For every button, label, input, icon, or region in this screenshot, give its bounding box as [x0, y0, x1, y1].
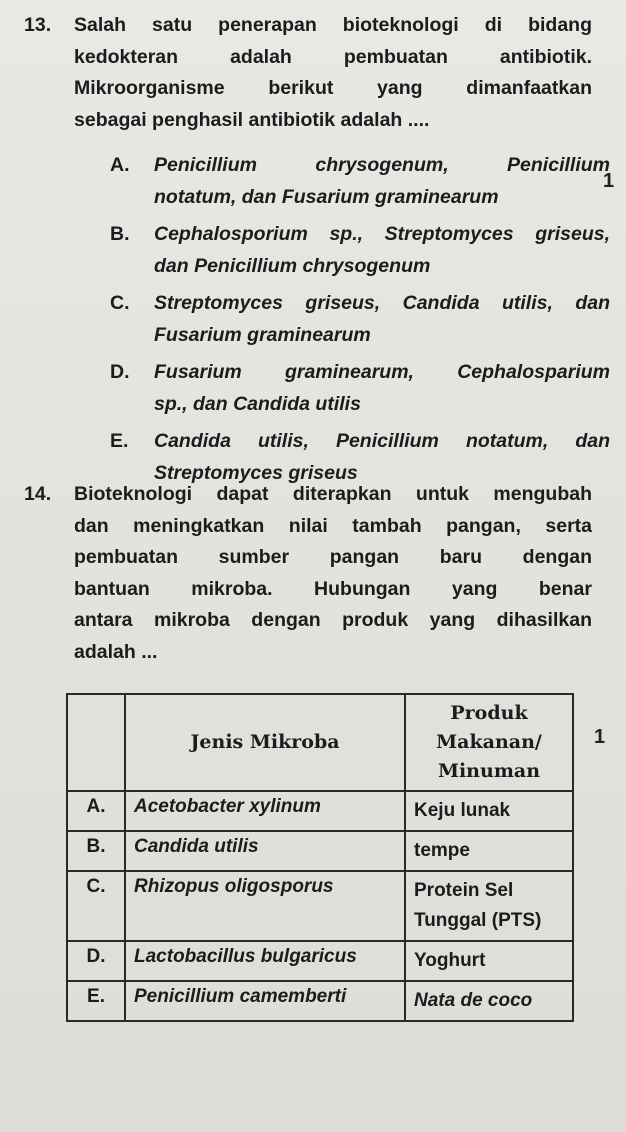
- stem-line: Mikroorganisme berikut yang dimanfaatkan: [74, 77, 592, 99]
- row-mikroba: Rhizopus oligosporus: [125, 871, 405, 941]
- produk-line: tempe: [414, 840, 470, 861]
- answer-table: [66, 693, 574, 1022]
- question-13: [24, 10, 610, 484]
- option-text: [154, 150, 610, 213]
- header-line: Produk: [450, 702, 528, 724]
- question-stem: [74, 10, 592, 136]
- question-stem: [74, 479, 592, 668]
- row-mikroba: Penicillium camemberti: [125, 981, 405, 1021]
- row-produk: [405, 941, 573, 981]
- row-letter: B.: [67, 831, 125, 871]
- option-text: [154, 357, 610, 420]
- option-line: Cephalosporium sp., Streptomyces griseus,: [154, 223, 610, 245]
- option-line: dan Penicillium chrysogenum: [154, 254, 431, 277]
- option-letter: B.: [110, 223, 130, 245]
- row-letter: A.: [67, 791, 125, 831]
- question-14: [24, 479, 592, 668]
- table-row[interactable]: [67, 791, 573, 831]
- produk-line: Yoghurt: [414, 950, 486, 971]
- table-row[interactable]: [67, 941, 573, 981]
- header-produk: [405, 694, 573, 791]
- stem-line: antara mikroba dengan produk yang dihasilkan: [74, 609, 592, 631]
- stem-line: dan meningkatkan nilai tambah pangan, serta: [74, 514, 592, 537]
- question-number: 13.: [24, 14, 52, 36]
- row-mikroba: Candida utilis: [125, 831, 405, 871]
- option-letter: A.: [110, 154, 130, 176]
- stem-line: sebagai penghasil antibiotik adalah ....: [74, 108, 430, 131]
- answer-options: [110, 150, 610, 495]
- stem-line: kedokteran adalah pembuatan antibiotik.: [74, 45, 592, 68]
- table-row[interactable]: [67, 981, 573, 1021]
- row-produk: [405, 791, 573, 831]
- margin-mark: 1: [594, 726, 606, 748]
- stem-line: bantuan mikroba. Hubungan yang benar: [74, 577, 592, 600]
- option-text: [154, 219, 610, 282]
- row-mikroba: Lactobacillus bulgaricus: [125, 941, 405, 981]
- row-mikroba: Acetobacter xylinum: [125, 791, 405, 831]
- option-line: Streptomyces griseus: [154, 461, 358, 484]
- option-letter: D.: [110, 361, 130, 383]
- row-letter: C.: [67, 871, 125, 941]
- option-b[interactable]: [110, 219, 610, 282]
- produk-line: Protein Sel: [414, 880, 514, 901]
- option-c[interactable]: [110, 288, 610, 351]
- stem-line: pembuatan sumber pangan baru dengan: [74, 546, 592, 568]
- option-line: notatum, dan Fusarium graminearum: [154, 185, 499, 208]
- row-letter: D.: [67, 941, 125, 981]
- question-number: 14.: [24, 483, 52, 505]
- table-header-row: [67, 694, 573, 791]
- option-letter: E.: [110, 430, 129, 452]
- header-line: Minuman: [437, 760, 541, 782]
- option-line: sp., dan Candida utilis: [154, 392, 361, 415]
- row-produk: [405, 831, 573, 871]
- produk-line: Tunggal (PTS): [414, 910, 542, 931]
- option-letter: C.: [110, 292, 130, 314]
- produk-line: Nata de coco: [414, 990, 533, 1011]
- header-blank-cell: [67, 694, 125, 791]
- header-line: Makanan/: [436, 731, 542, 753]
- option-line: Candida utilis, Penicillium notatum, dan: [154, 430, 610, 452]
- option-a[interactable]: [110, 150, 610, 213]
- option-text: [154, 288, 610, 351]
- row-letter: E.: [67, 981, 125, 1021]
- stem-line: adalah ...: [74, 640, 158, 663]
- row-produk: [405, 871, 573, 941]
- stem-line: Salah satu penerapan bioteknologi di bidang: [74, 14, 592, 36]
- produk-line: Keju lunak: [414, 800, 511, 821]
- option-line: Fusarium graminearum: [154, 323, 371, 346]
- row-produk: [405, 981, 573, 1021]
- table-row[interactable]: [67, 871, 573, 941]
- margin-mark: 1: [603, 170, 615, 192]
- option-line: Streptomyces griseus, Candida utilis, dan: [154, 292, 610, 314]
- option-line: Penicillium chrysogenum, Penicillium: [154, 154, 610, 176]
- stem-line: Bioteknologi dapat diterapkan untuk mengubah: [74, 483, 592, 505]
- option-line: Fusarium graminearum, Cephalosparium: [154, 361, 610, 383]
- table-row[interactable]: [67, 831, 573, 871]
- header-mikroba: Jenis Mikroba: [125, 694, 405, 791]
- option-d[interactable]: [110, 357, 610, 420]
